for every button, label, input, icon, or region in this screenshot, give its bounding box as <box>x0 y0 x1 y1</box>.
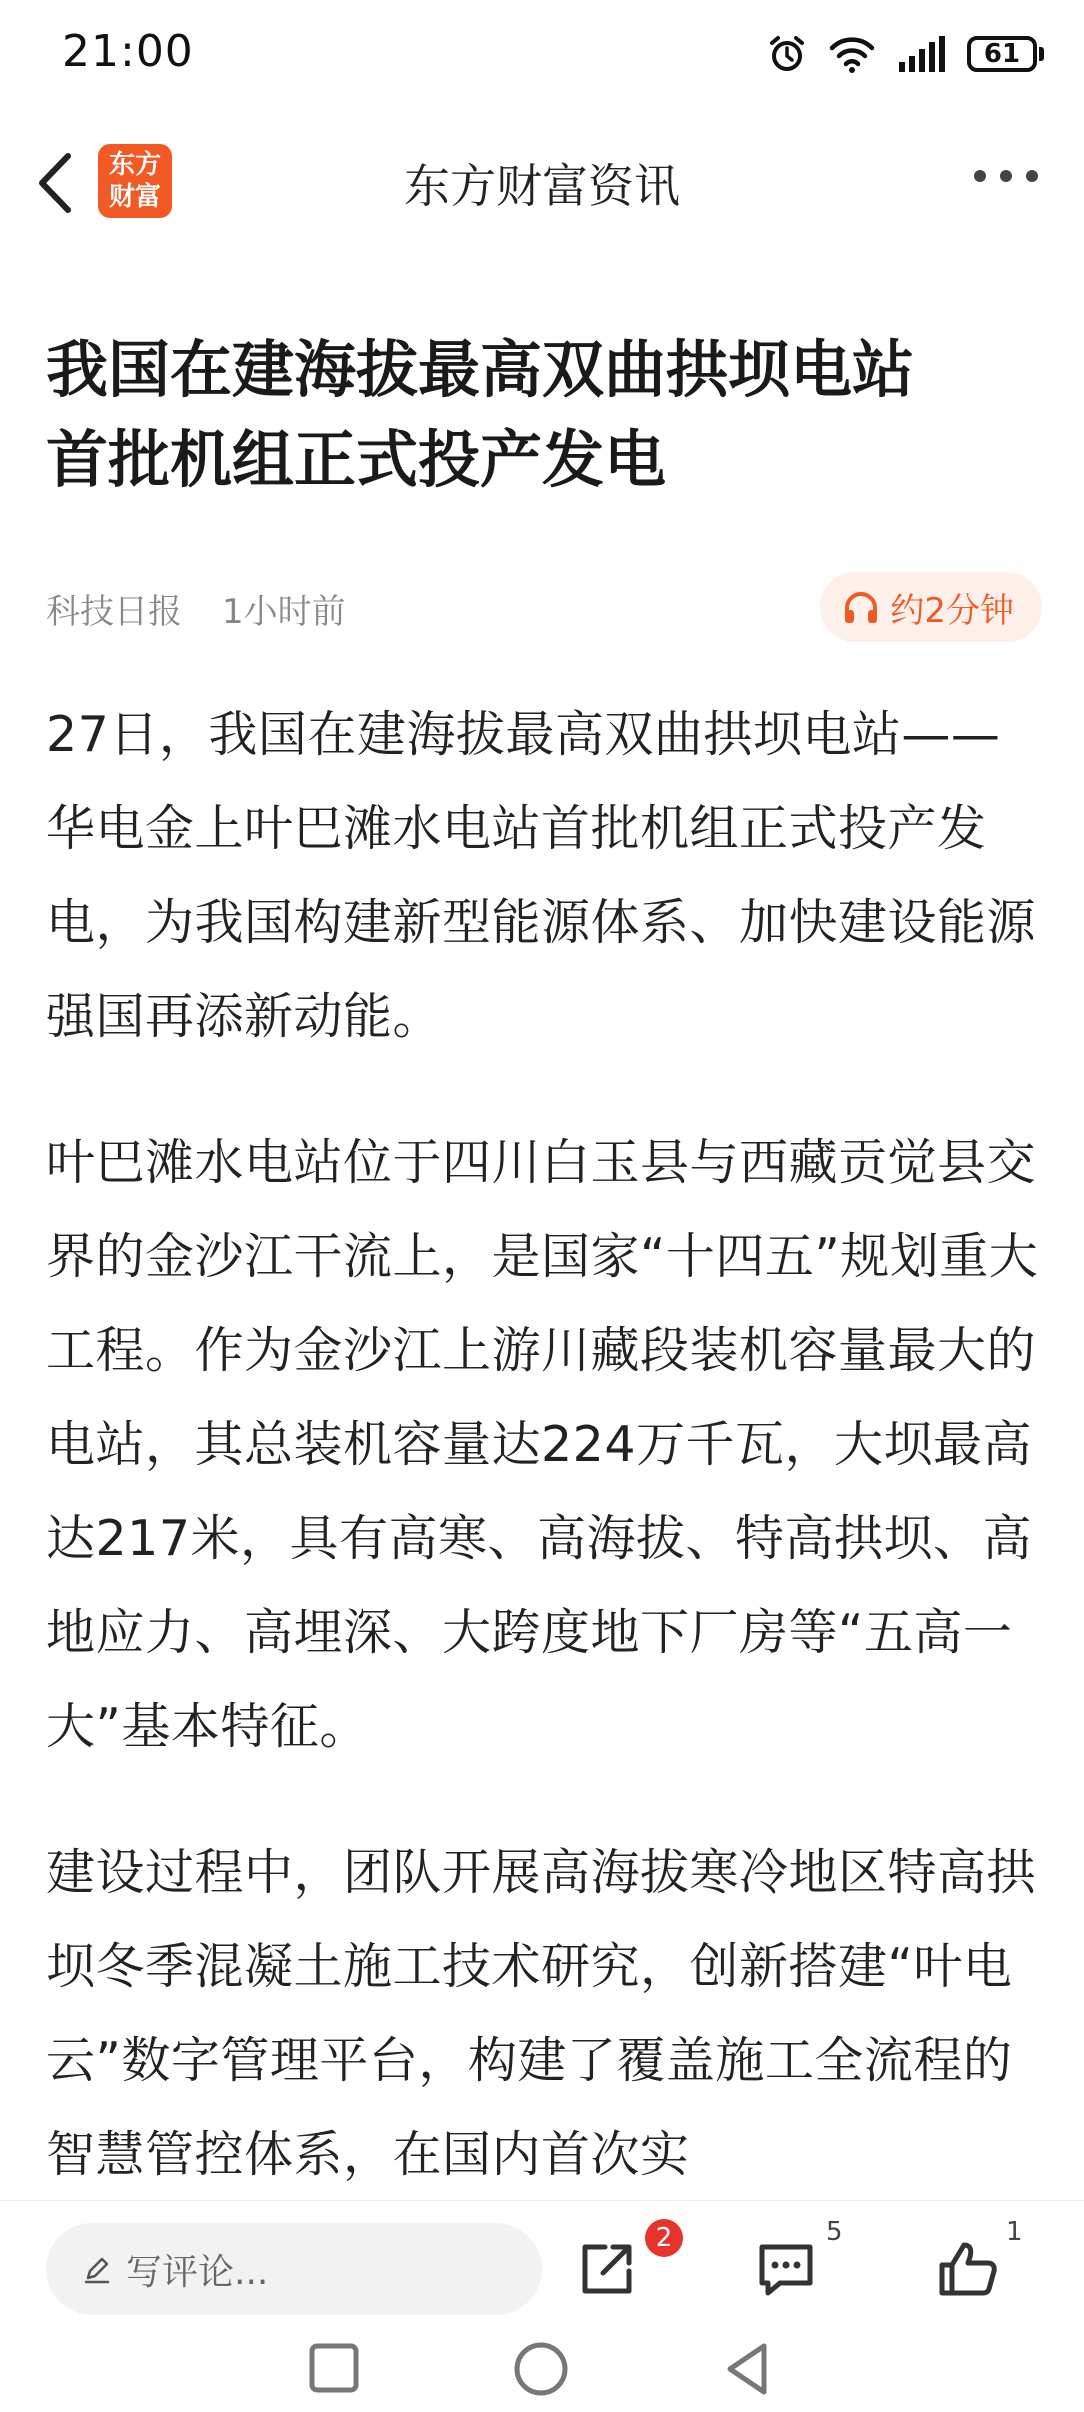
back-nav-icon[interactable] <box>720 2340 776 2398</box>
like-button[interactable] <box>936 2237 1000 2301</box>
recent-apps-icon[interactable] <box>306 2340 362 2396</box>
battery-level: 61 <box>967 36 1037 72</box>
signal-icon <box>897 36 945 72</box>
listen-button[interactable] <box>820 572 1042 642</box>
more-dot-icon <box>1026 170 1038 182</box>
comment-count: 5 <box>826 2217 843 2247</box>
alarm-icon <box>767 34 807 74</box>
article-header <box>46 325 1042 505</box>
system-nav-bar <box>0 2340 1084 2412</box>
wifi-icon <box>829 34 875 74</box>
bottom-toolbar <box>0 2200 1084 2341</box>
battery-icon <box>967 36 1044 72</box>
headphones-icon <box>842 589 880 625</box>
share-icon <box>575 2237 639 2301</box>
article-paragraph: 叶巴滩水电站位于四川白玉县与西藏贡觉县交界的金沙江干流上，是国家“十四五”规划重大工程。作为金沙江上游川藏段装机容量最大的电站，其总装机容量达224万千瓦，大坝最高达217米，具有高寒、高海拔、特高拱坝、高地应力、高埋深、大跨度地下厂房等“五高一大”基本特征。 <box>46 1134 1039 1755</box>
home-icon[interactable] <box>512 2340 570 2398</box>
status-time: 21:00 <box>62 26 194 77</box>
comments-button[interactable] <box>754 2237 818 2301</box>
comment-icon <box>754 2237 818 2301</box>
comment-placeholder: 写评论... <box>126 2251 269 2293</box>
more-options-button[interactable] <box>974 170 1038 182</box>
article-time: 1小时前 <box>222 592 346 632</box>
article-paragraph: 建设过程中，团队开展高海拔寒冷地区特高拱坝冬季混凝土施工技术研究，创新搭建“叶电云”数字管理平台，构建了覆盖施工全流程的智慧管控体系，在国内首次实 <box>46 1844 1037 2183</box>
page-title: 东方财富资讯 <box>404 159 680 213</box>
article-headline <box>46 325 1042 505</box>
thumbs-up-icon <box>936 2237 1000 2301</box>
status-bar <box>0 0 1084 112</box>
article-body <box>46 688 1042 2254</box>
headline-line-1: 我国在建海拔最高双曲拱坝电站 <box>46 333 915 406</box>
article-meta <box>46 572 1042 640</box>
logo-line-1: 东方 <box>108 150 161 180</box>
article-source[interactable]: 科技日报 <box>46 592 182 632</box>
share-button[interactable] <box>575 2237 639 2301</box>
more-dot-icon <box>1000 170 1012 182</box>
status-icons <box>767 34 1044 74</box>
read-time: 约2分钟 <box>890 590 1014 631</box>
app-header <box>0 112 1084 252</box>
article-paragraph: 27日，我国在建海拔最高双曲拱坝电站——华电金上叶巴滩水电站首批机组正式投产发电，为我国构建新型能源体系、加快建设能源强国再添新动能。 <box>46 706 1037 1045</box>
logo-line-2: 财富 <box>108 182 161 212</box>
like-count: 1 <box>1006 2217 1023 2247</box>
pencil-icon <box>82 2254 112 2284</box>
more-dot-icon <box>974 170 986 182</box>
headline-line-2: 首批机组正式投产发电 <box>46 423 667 496</box>
share-badge: 2 <box>645 2219 683 2257</box>
comment-input[interactable] <box>46 2223 542 2315</box>
